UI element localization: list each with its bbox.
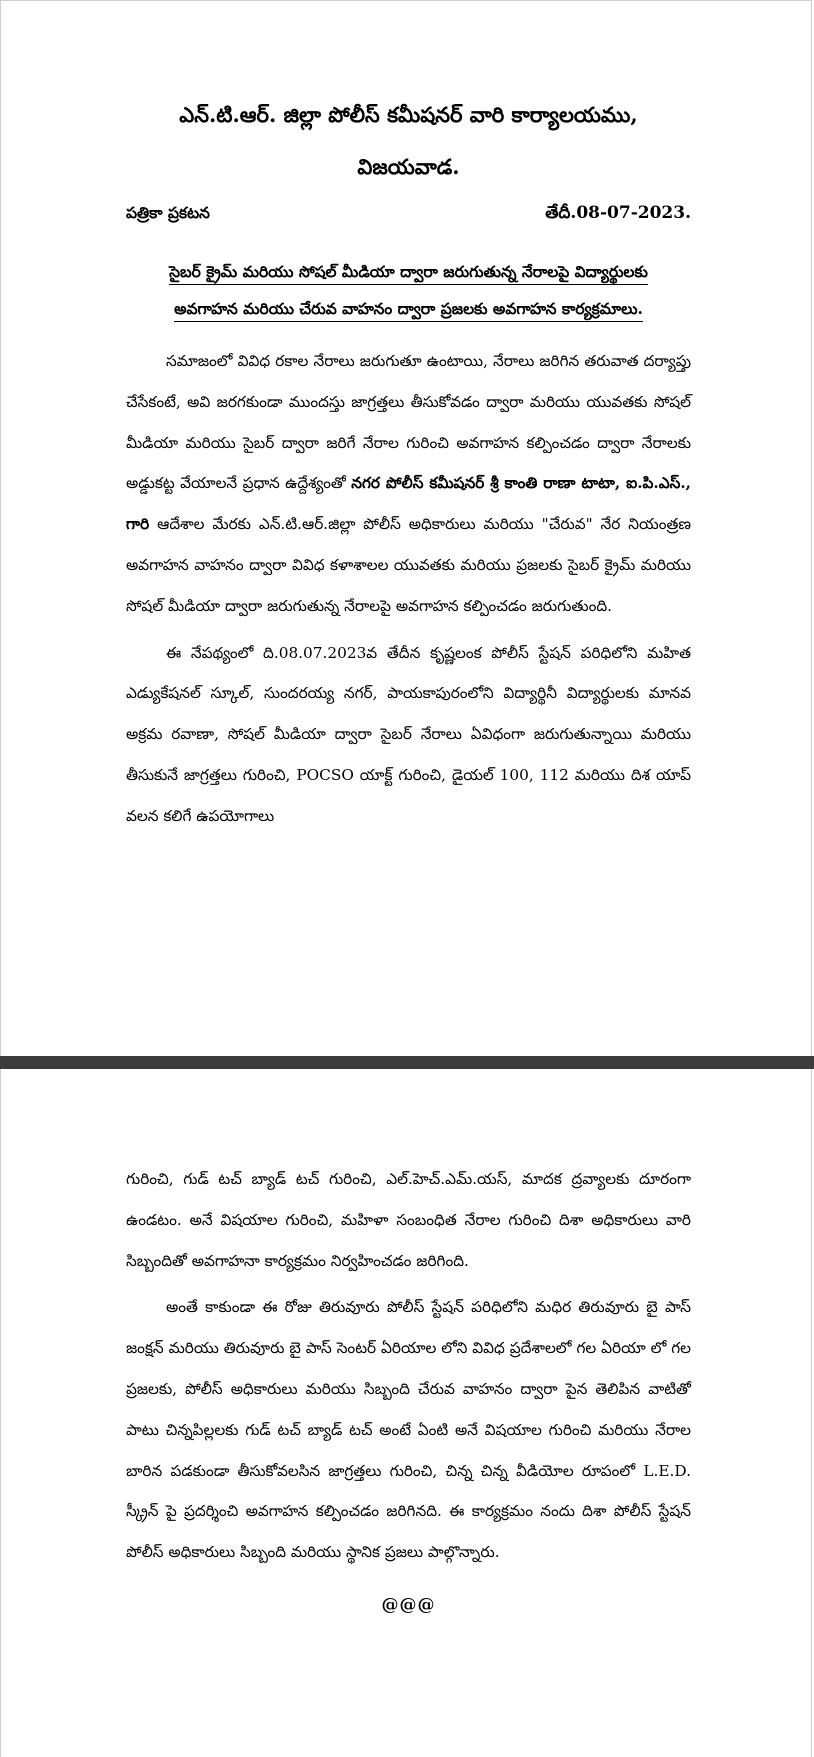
paragraph-2-part-2: గురించి, గుడ్ టచ్ బ్యాడ్ టచ్ గురించి, ఎల్.హెచ్.ఎమ్.యస్, మాదక ద్రవ్యాలకు దూరంగా ఉండటం. అనే విషయాల గురించి, మహిళా సంబంధిత నేరాల గురించి దిశా అధికారులు వారి సిబ్బందితో అవగాహనా కార్యక్రమం నిర్వహించడం జరిగింది. [126, 1170, 691, 1270]
paragraph-3: అంతే కాకుండా ఈ రోజు తిరువూరు పోలీస్ స్టేషన్ పరిధిలోని మధిర తిరువూరు బై పాస్ జంక్షన్ మరియు తిరువూరు బై పాస్ సెంటర్ ఏరియాల లోని వివిధ ప్రదేశాలలో గల ఏరియా లో గల ప్రజలకు, పోలీస్ అధికారులు మరియు సిబ్బంది చేరువ వాహనం ద్వారా పైన తెలిపిన వాటితో పాటు చిన్నపిల్లలకు గుడ్ టచ్ బ్యాడ్ టచ్ అంటే ఏంటి అనే విషయాల గురించి మరియు నేరాల బారిన పడకుండా తీసుకోవలసిన జాగ్రత్తలు గురించి, చిన్న చిన్న వీడియోల రూపంలో L.E.D. స్క్రీన్ పై ప్రదర్శించి అవగాహన కల్పించడం జరిగినది. ఈ కార్యక్రమం నందు దిశా పోలీస్ స్టేషన్ పోలీస్ అధికారులు సిబ్బంది మరియు స్థానిక ప్రజలు పాల్గొన్నారు. [126, 1298, 691, 1562]
commissioner-name: నగర పోలీస్ కమీషనర్ శ్రీ కాంతి రాణా టాటా, ఐ.పి.ఎస్., గారి [126, 474, 691, 534]
end-mark: @@@ [381, 1594, 436, 1615]
paragraph-2-part-1: ఈ నేపథ్యంలో ది.08.07.2023వ తేదీన కృష్ణలంక పోలీస్ స్టేషన్ పరిధిలోని మహిత ఎడ్యుకేషనల్ స్కూల్, సుందరయ్య నగర్, పాయకాపురంలోని విద్యార్థినీ విద్యార్థులకు మానవ అక్రమ రవాణా, సోషల్ మీడియా ద్వారా సైబర్ నేరాలు ఏవిధంగా జరుగుతున్నాయి మరియు తీసుకునే జాగ్రత్తలు గురించి, POCSO యాక్ట్ గురించి, డైయల్ 100, 112 మరియు దిశ యాప్ వలన కలిగే ఉపయోగాలు [126, 643, 691, 825]
subject-text: సైబర్ క్రైమ్ మరియు సోషల్ మీడియా ద్వారా జరుగుతున్న నేరాలపై విద్యార్థులకు అవగాహన మరియు చేరువ వాహనం ద్వారా ప్రజలకు అవగాహన కార్యక్రమాలు. [169, 262, 648, 322]
paragraph-1-text-a: సమాజంలో వివిధ రకాల నేరాలు జరుగుతూ ఉంటాయి, నేరాలు జరిగిన తరువాత దర్యాప్తు చేసేకంటే, అవి జరగకుండా ముందస్తు జాగ్రత్తలు తీసుకోవడం ద్వారా మరియు యువతకు సోషల్ మీడియా మరియు సైబర్ ద్వారా జరిగే నేరాల గురించి అవగాహన కల్పించడం ద్వారా నేరాలకు అడ్డుకట్ట వేయాలనే ప్రధాన ఉద్దేశ్యంతో [126, 352, 691, 493]
paragraph-1 [126, 341, 691, 627]
page-2-content [126, 1159, 691, 1615]
document-page-2 [0, 1069, 812, 1757]
release-date: తేదీ.08-07-2023. [545, 203, 691, 223]
paragraph-1-text-b: ఆదేశాల మేరకు ఎన్.టి.ఆర్.జిల్లా పోలీస్ అధికారులు మరియు "చేరువ" నేర నియంత్రణ అవగాహన వాహనం ద్వారా వివిధ కళాశాలల యువతకు మరియు ప్రజలకు సైబర్ క్రైమ్ మరియు సోషల్ మీడియా ద్వారా జరుగుతున్న నేరాలపై అవగాహన కల్పించడం జరుగుతుంది. [126, 515, 691, 615]
office-title-line1: ఎన్.టి.ఆర్. జిల్లా పోలీస్ కమీషనర్ వారి కార్యాలయము, [179, 102, 638, 127]
subject-heading [144, 253, 673, 327]
meta-row [126, 203, 691, 227]
press-release-label: పత్రికా ప్రకటన [126, 203, 210, 222]
page-separator [0, 1056, 814, 1069]
page-1-content [126, 89, 691, 837]
office-title-line2: విజయవాడ. [357, 154, 460, 179]
